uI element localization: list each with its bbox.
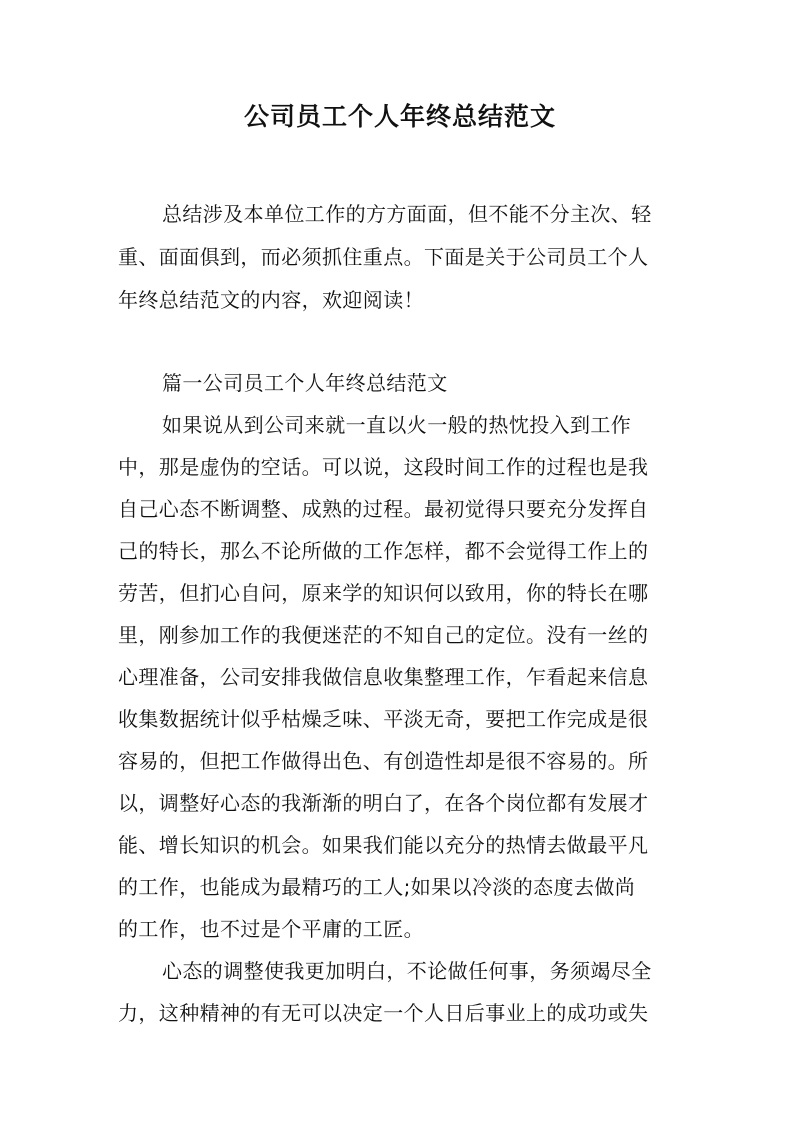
paragraph1-line-8: 收集数据统计似乎枯燥乏味、平淡无奇，要把工作完成是很: [118, 707, 649, 731]
paragraph1-line-13: 的工作，也不过是个平庸的工匠。: [118, 917, 424, 941]
paragraph1-line-10: 以，调整好心态的我渐渐的明白了，在各个岗位都有发展才: [118, 791, 649, 815]
paragraph2-line-2: 力，这种精神的有无可以决定一个人日后事业上的成功或失: [118, 1001, 649, 1025]
paragraph2-line-1: 心态的调整使我更加明白，不论做任何事，务须竭尽全: [162, 959, 652, 983]
intro-line-1: 总结涉及本单位工作的方方面面，但不能不分主次、轻: [162, 202, 652, 226]
paragraph1-line-7: 心理准备，公司安排我做信息收集整理工作，乍看起来信息: [118, 665, 649, 689]
section-heading: 篇一公司员工个人年终总结范文: [162, 371, 448, 395]
intro-line-2: 重、面面俱到，而必须抓住重点。下面是关于公司员工个人: [118, 245, 649, 269]
paragraph1-line-9: 容易的，但把工作做得出色、有创造性却是很不容易的。所: [118, 749, 649, 773]
paragraph1-line-12: 的工作，也能成为最精巧的工人;如果以冷淡的态度去做尚: [118, 875, 636, 899]
intro-line-3: 年终总结范文的内容，欢迎阅读！: [118, 288, 424, 312]
paragraph1-line-11: 能、增长知识的机会。如果我们能以充分的热情去做最平凡: [118, 833, 649, 857]
document-title: 公司员工个人年终总结范文: [243, 102, 556, 131]
paragraph1-line-5: 劳苦，但扪心自问，原来学的知识何以致用，你的特长在哪: [118, 581, 649, 605]
paragraph1-line-2: 中，那是虚伪的空话。可以说，这段时间工作的过程也是我: [118, 455, 649, 479]
paragraph1-line-4: 己的特长，那么不论所做的工作怎样，都不会觉得工作上的: [118, 539, 649, 563]
paragraph1-line-6: 里，刚参加工作的我便迷茫的不知自己的定位。没有一丝的: [118, 623, 649, 647]
paragraph1-line-3: 自己心态不断调整、成熟的过程。最初觉得只要充分发挥自: [118, 497, 649, 521]
paragraph1-line-1: 如果说从到公司来就一直以火一般的热忱投入到工作: [162, 413, 632, 437]
